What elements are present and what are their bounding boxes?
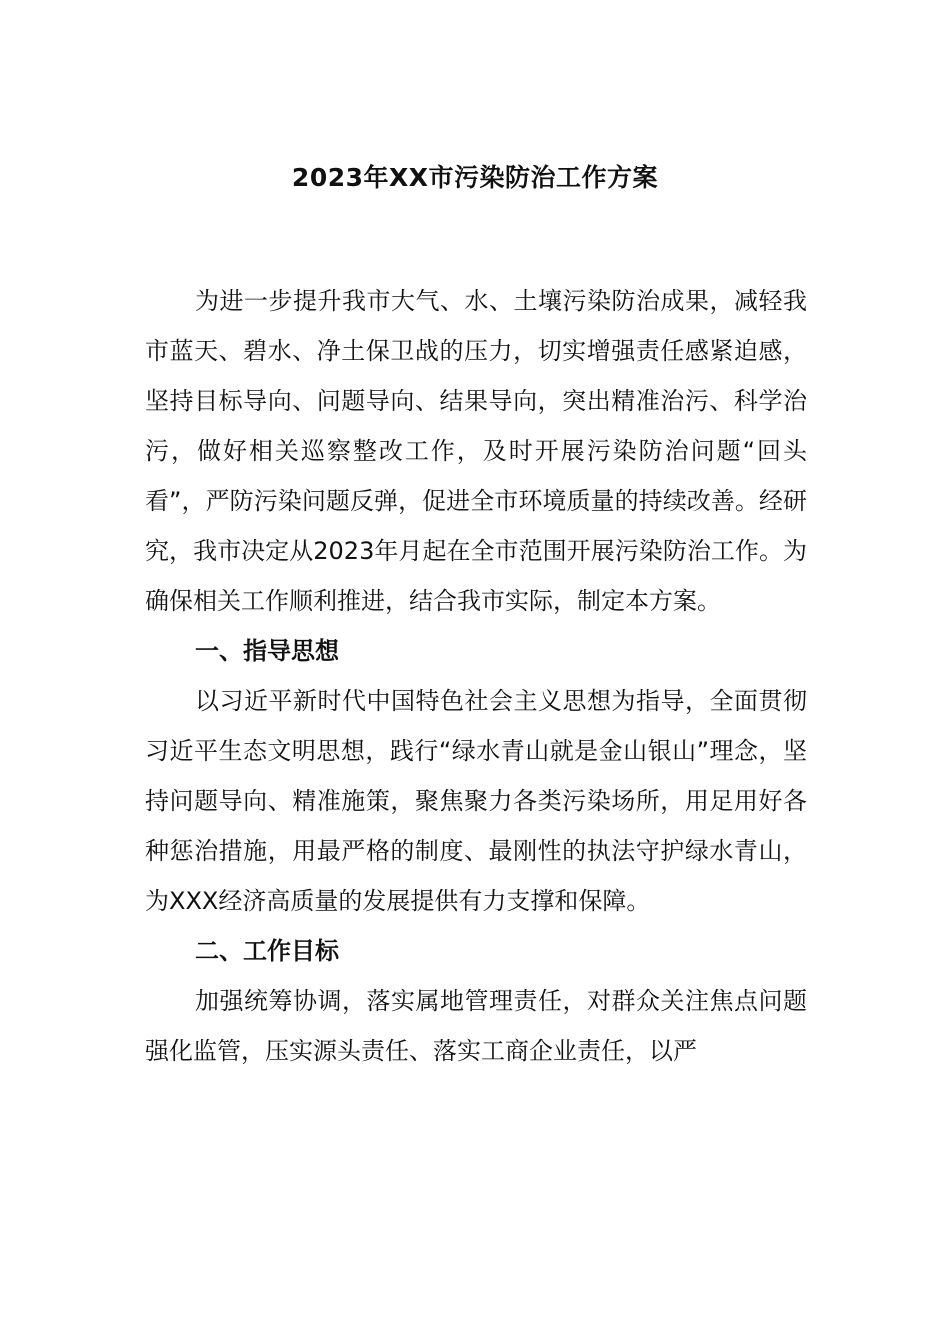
- document-title: 2023年XX市污染防治工作方案: [291, 163, 659, 192]
- document-body: [145, 276, 807, 1076]
- work-goals-paragraph: 加强统筹协调，落实属地管理责任，对群众关注焦点问题强化监管，压实源头责任、落实工商企业责任，以严: [145, 987, 807, 1065]
- section-heading-guiding-ideology: 一、指导思想: [195, 637, 339, 665]
- guiding-ideology-paragraph: 以习近平新时代中国特色社会主义思想为指导，全面贯彻习近平生态文明思想，践行“绿水青山就是金山银山”理念，坚持问题导向、精准施策，聚焦聚力各类污染场所，用足用好各种惩治措施，用最严格的制度、最刚性的执法守护绿水青山，为XXX经济高质量的发展提供有力支撑和保障。: [145, 687, 807, 915]
- section-heading-work-goals: 二、工作目标: [195, 937, 339, 965]
- intro-paragraph: 为进一步提升我市大气、水、土壤污染防治成果，减轻我市蓝天、碧水、净土保卫战的压力，切实增强责任感紧迫感，坚持目标导向、问题导向、结果导向，突出精准治污、科学治污，做好相关巡察整改工作，及时开展污染防治问题“回头看”，严防污染问题反弹，促进全市环境质量的持续改善。经研究，我市决定从2023年月起在全市范围开展污染防治工作。为确保相关工作顺利推进，结合我市实际，制定本方案。: [145, 287, 807, 615]
